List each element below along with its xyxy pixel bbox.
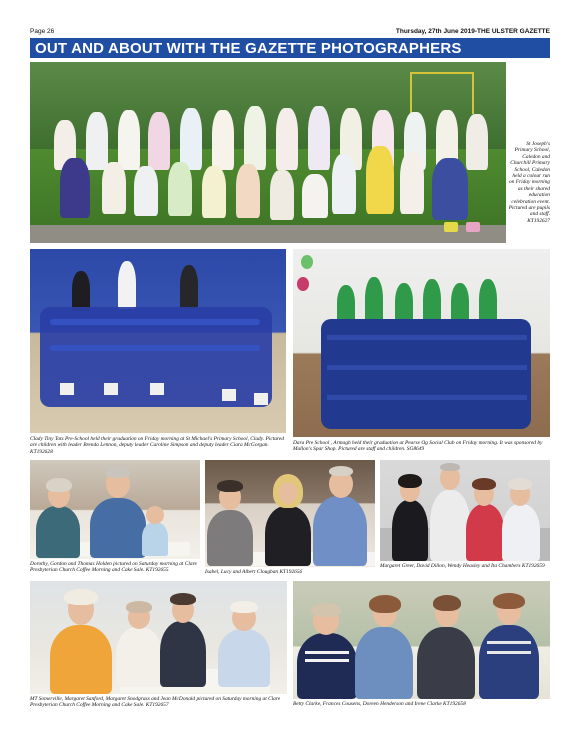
photo-clady-tiny-tots	[30, 249, 286, 433]
page-header	[30, 26, 550, 38]
photo-somerville-group	[30, 581, 287, 694]
photo-colour-run	[30, 62, 506, 243]
caption-somerville-group: MT Somerville, Margaret Sanford, Margaret Snodgrass and Jean McDonald pictured on Saturday morning at Clare Presbyterian Church Coffee Morning and Cake Sale. KT192657	[30, 696, 281, 709]
caption-clady-tiny-tots: Clady Tiny Tots Pre-School held their graduation on Friday morning at St Michael's Primary School, Clady. Pictured are children with leader Brenda Lennon, deputy leader Caroline Simpson and deputy leader Ciara McGorgan. KT192628	[30, 436, 284, 455]
caption-clougban-family: Isabel, Lucy and Albert Clougban KT192656	[205, 569, 303, 575]
photo-clarke-group	[293, 581, 550, 699]
caption-holden-family: Dorothy, Gordon and Thomas Holden pictured on Saturday morning at Clare Presbyterian Church Coffee Morning and Cake Sale. KT192655	[30, 561, 197, 574]
photo-holden-family	[30, 460, 200, 559]
section-banner	[30, 38, 550, 58]
caption-clarke-group: Betty Clarke, Frances Cousens, Doreen Henderson and Irene Clarke KT192658	[293, 701, 466, 707]
caption-greer-dillon-group: Margaret Greer, David Dillon, Wendy Heasley and Ita Chambers KT192659	[380, 563, 545, 569]
section-title: OUT AND ABOUT WITH THE GAZETTE PHOTOGRAPHERS	[35, 40, 462, 57]
photo-dara-pre-school	[293, 249, 550, 437]
photo-clougban-family	[205, 460, 375, 567]
caption-dara-pre-school: Dara Pre School , Armagh held their graduation at Pearse Og Social Club on Friday morning. It was sponsored by Mallon's Spar Shop. Pictured are staff and children. SG8649	[293, 440, 543, 453]
photo-greer-dillon-group	[380, 460, 550, 561]
caption-colour-run: St Joseph's Primary School, Caledon and Churchill Primary School, Caledon held a colour run on Friday morning as their shared education celebration event. Pictured are pupils and staff. KT192627	[508, 141, 550, 224]
issue-date: Thursday, 27th June 2019-THE ULSTER GAZETTE	[395, 28, 550, 35]
page-number: Page 26	[30, 28, 55, 35]
